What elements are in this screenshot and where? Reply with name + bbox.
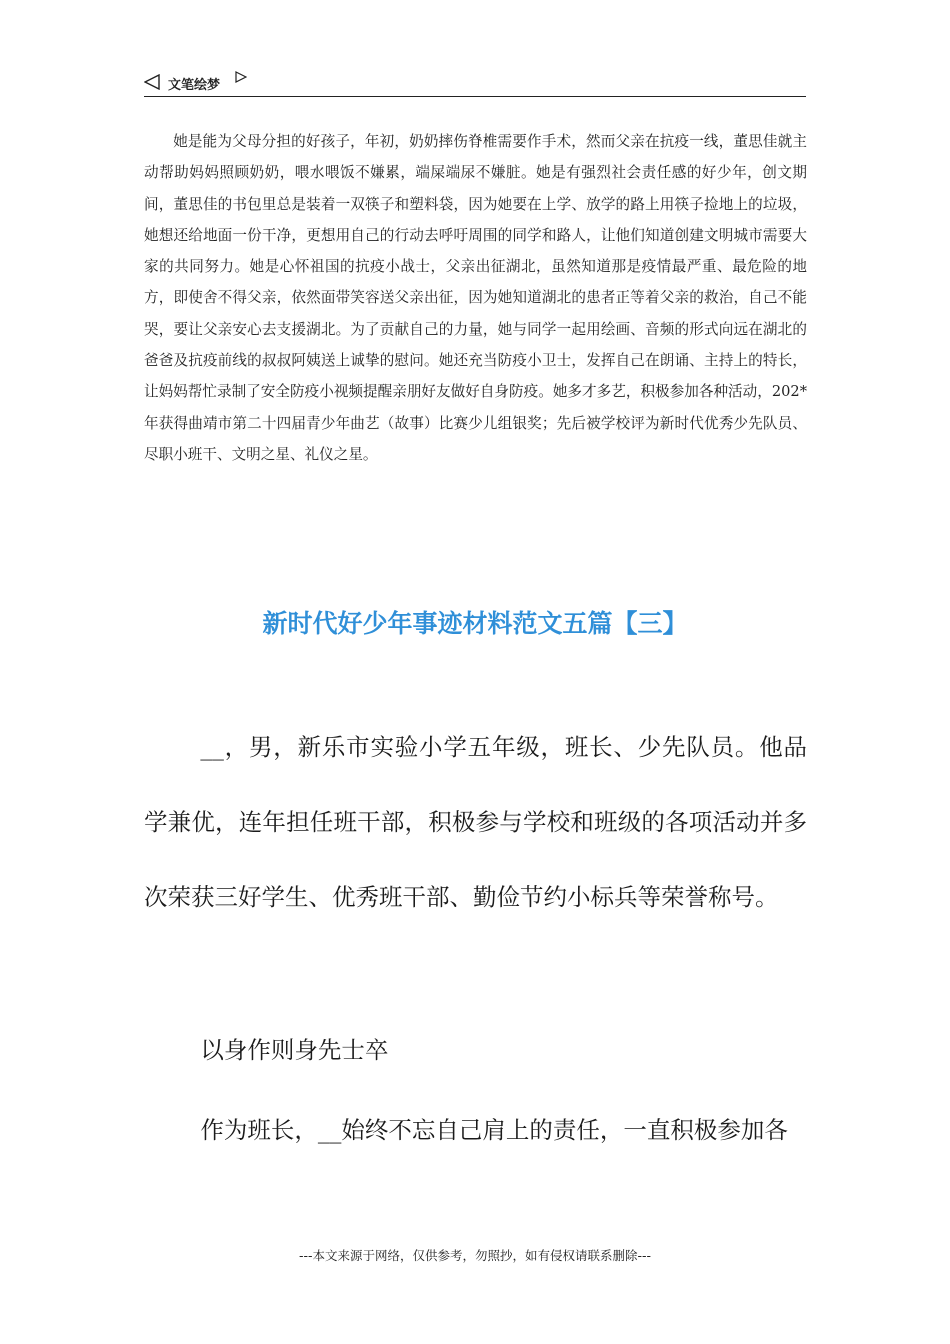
brand-name: 文笔绘梦 [168,78,221,93]
triangle-right-icon [235,71,247,83]
body-paragraph-small: 她是能为父母分担的好孩子，年初，奶奶摔伤脊椎需要作手术，然而父亲在抗疫一线，董思佳就主动帮助妈妈照顾奶奶，喂水喂饭不嫌累，端屎端尿不嫌脏。她是有强烈社会责任感的好少年，创文期间，董思佳的书包里总是装着一双筷子和塑料袋，因为她要在上学、放学的路上用筷子捡地上的垃圾，她想还给地面一份干净，更想用自己的行动去呼吁周围的同学和路人，让他们知道创建文明城市需要大家的共同努力。她是心怀祖国的抗疫小战士，父亲出征湖北，虽然知道那是疫情最严重、最危险的地方，即使舍不得父亲，依然面带笑容送父亲出征，因为她知道湖北的患者正等着父亲的救治，自己不能哭，要让父亲安心去支援湖北。为了贡献自己的力量，她与同学一起用绘画、音频的形式向远在湖北的爸爸及抗疫前线的叔叔阿姨送上诚挚的慰问。她还充当防疫小卫士，发挥自己在朗诵、主持上的特长，让妈妈帮忙录制了安全防疫小视频提醒亲朋好友做好自身防疫。她多才多艺，积极参加各种活动，202*年获得曲靖市第二十四届青少年曲艺（故事）比赛少儿组银奖；先后被学校评为新时代优秀少先队员、尽职小班干、文明之星、礼仪之星。 [144,133,807,463]
page-header [144,66,806,97]
body-paragraph-3: 作为班长，__始终不忘自己肩上的责任，一直积极参加各 [200,1116,788,1144]
body-paragraph-1: __，男，新乐市实验小学五年级，班长、少先队员。他品学兼优，连年担任班干部，积极参与学校和班级的各项活动并多次荣获三好学生、优秀班干部、勤俭节约小标兵等荣誉称号。 [144,733,807,911]
triangle-left-icon [144,74,160,90]
section-title: 新时代好少年事迹材料范文五篇【三】 [262,609,688,638]
page-footer: ---本文来源于网络，仅供参考，勿照抄，如有侵权请联系删除--- [298,1248,652,1263]
body-paragraph-2: 以身作则身先士卒 [200,1036,389,1064]
